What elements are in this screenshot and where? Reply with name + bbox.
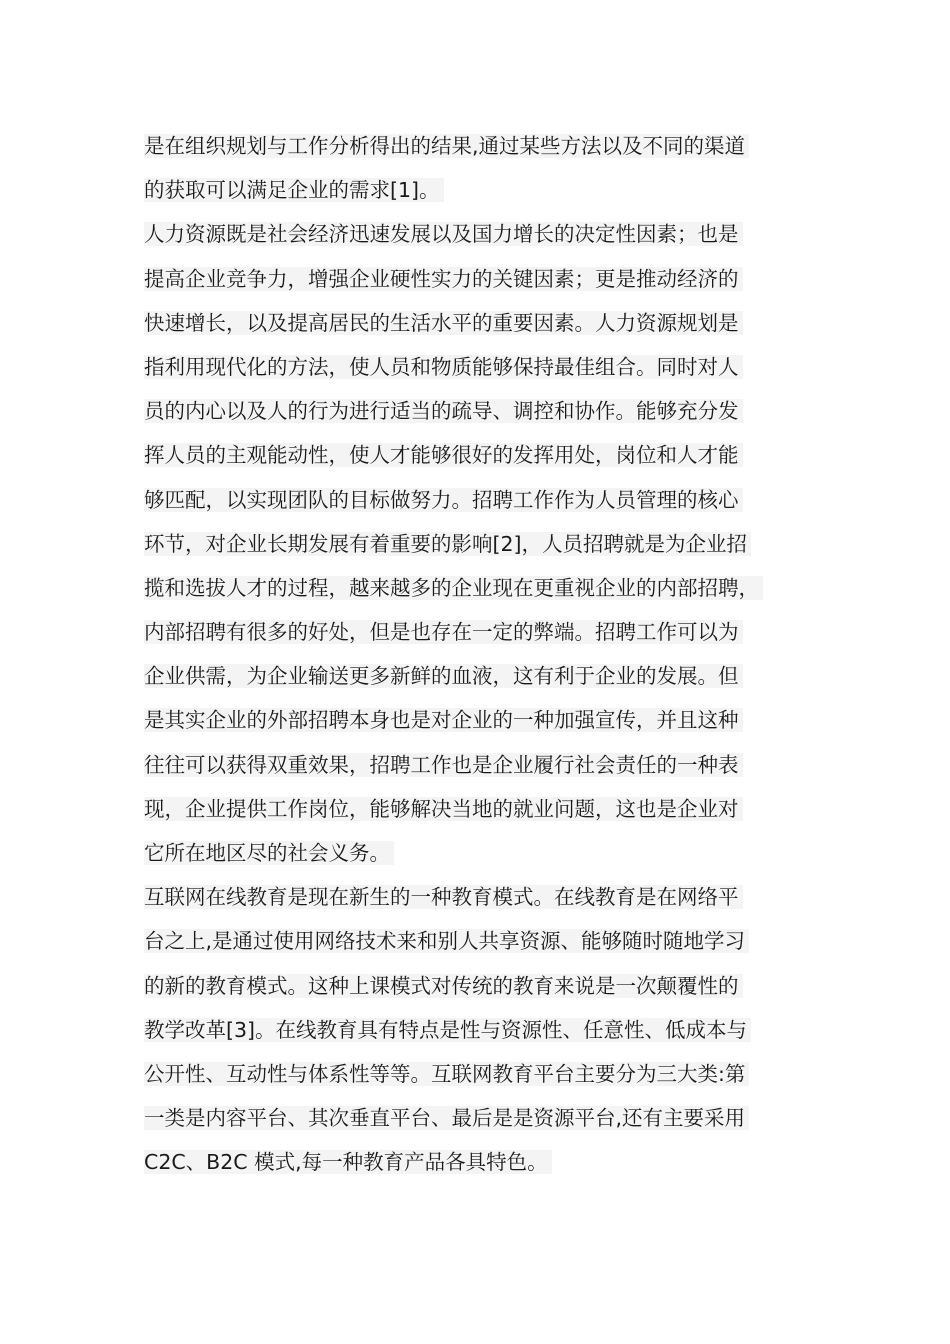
- text-line-content: 往往可以获得双重效果，招聘工作也是企业履行社会责任的一种表: [144, 753, 743, 777]
- text-line: [144, 1140, 824, 1184]
- text-line: [144, 787, 824, 831]
- text-line: [144, 522, 824, 566]
- text-line-content: 指利用现代化的方法，使人员和物质能够保持最佳组合。同时对人: [144, 355, 743, 379]
- text-line-content: 企业供需，为企业输送更多新鲜的血液，这有利于企业的发展。但: [144, 664, 743, 688]
- text-line-content: 台之上,是通过使用网络技术来和别人共享资源、能够随时随地学习: [144, 929, 749, 953]
- text-line-content: 是其实企业的外部招聘本身也是对企业的一种加强宣传，并且这种: [144, 708, 743, 732]
- text-line: [144, 1052, 824, 1096]
- text-line: [144, 433, 824, 477]
- text-line: [144, 301, 824, 345]
- text-line: [144, 1096, 824, 1140]
- text-line: [144, 168, 824, 212]
- text-line-content: C2C、B2C 模式,每一种教育产品各具特色。: [144, 1150, 552, 1174]
- text-line: [144, 389, 824, 433]
- text-line: [144, 831, 824, 875]
- text-line-content: 公开性、互动性与体系性等等。互联网教育平台主要分为三大类:第: [144, 1062, 749, 1086]
- text-line: [144, 743, 824, 787]
- text-line-content: 它所在地区尽的社会义务。: [144, 841, 394, 865]
- text-line-content: 现，企业提供工作岗位，能够解决当地的就业问题，这也是企业对: [144, 797, 743, 821]
- text-line-content: 一类是内容平台、其次垂直平台、最后是是资源平台,还有主要采用: [144, 1106, 749, 1130]
- text-line: [144, 566, 824, 610]
- body-text: [144, 124, 824, 1185]
- text-line: [144, 124, 824, 168]
- text-line: [144, 257, 824, 301]
- text-line: [144, 875, 824, 919]
- text-line: [144, 610, 824, 654]
- text-line-content: 是在组织规划与工作分析得出的结果,通过某些方法以及不同的渠道: [144, 134, 749, 158]
- text-line: [144, 654, 824, 698]
- text-line-content: 挥人员的主观能动性，使人才能够很好的发挥用处，岗位和人才能: [144, 443, 743, 467]
- text-line: [144, 1008, 824, 1052]
- text-line-content: 够匹配，以实现团队的目标做努力。招聘工作作为人员管理的核心: [144, 488, 743, 512]
- text-line-content: 内部招聘有很多的好处，但是也存在一定的弊端。招聘工作可以为: [144, 620, 743, 644]
- text-line-content: 互联网在线教育是现在新生的一种教育模式。在线教育是在网络平: [144, 885, 743, 909]
- text-line-content: 揽和选拔人才的过程，越来越多的企业现在更重视企业的内部招聘，: [144, 576, 763, 600]
- text-line-content: 人力资源既是社会经济迅速发展以及国力增长的决定性因素；也是: [144, 222, 743, 246]
- text-line: [144, 478, 824, 522]
- text-line: [144, 345, 824, 389]
- text-line-content: 的新的教育模式。这种上课模式对传统的教育来说是一次颠覆性的: [144, 974, 743, 998]
- text-line: [144, 212, 824, 256]
- text-line-content: 员的内心以及人的行为进行适当的疏导、调控和协作。能够充分发: [144, 399, 743, 423]
- text-line: [144, 919, 824, 963]
- text-line-content: 教学改革[3]。在线教育具有特点是性与资源性、任意性、低成本与: [144, 1018, 751, 1042]
- text-line: [144, 698, 824, 742]
- text-line-content: 的获取可以满足企业的需求[1]。: [144, 178, 444, 202]
- text-line-content: 提高企业竞争力，增强企业硬性实力的关键因素；更是推动经济的: [144, 267, 743, 291]
- text-line-content: 快速增长，以及提高居民的生活水平的重要因素。人力资源规划是: [144, 311, 743, 335]
- text-line-content: 环节，对企业长期发展有着重要的影响[2]，人员招聘就是为企业招: [144, 532, 751, 556]
- text-line: [144, 964, 824, 1008]
